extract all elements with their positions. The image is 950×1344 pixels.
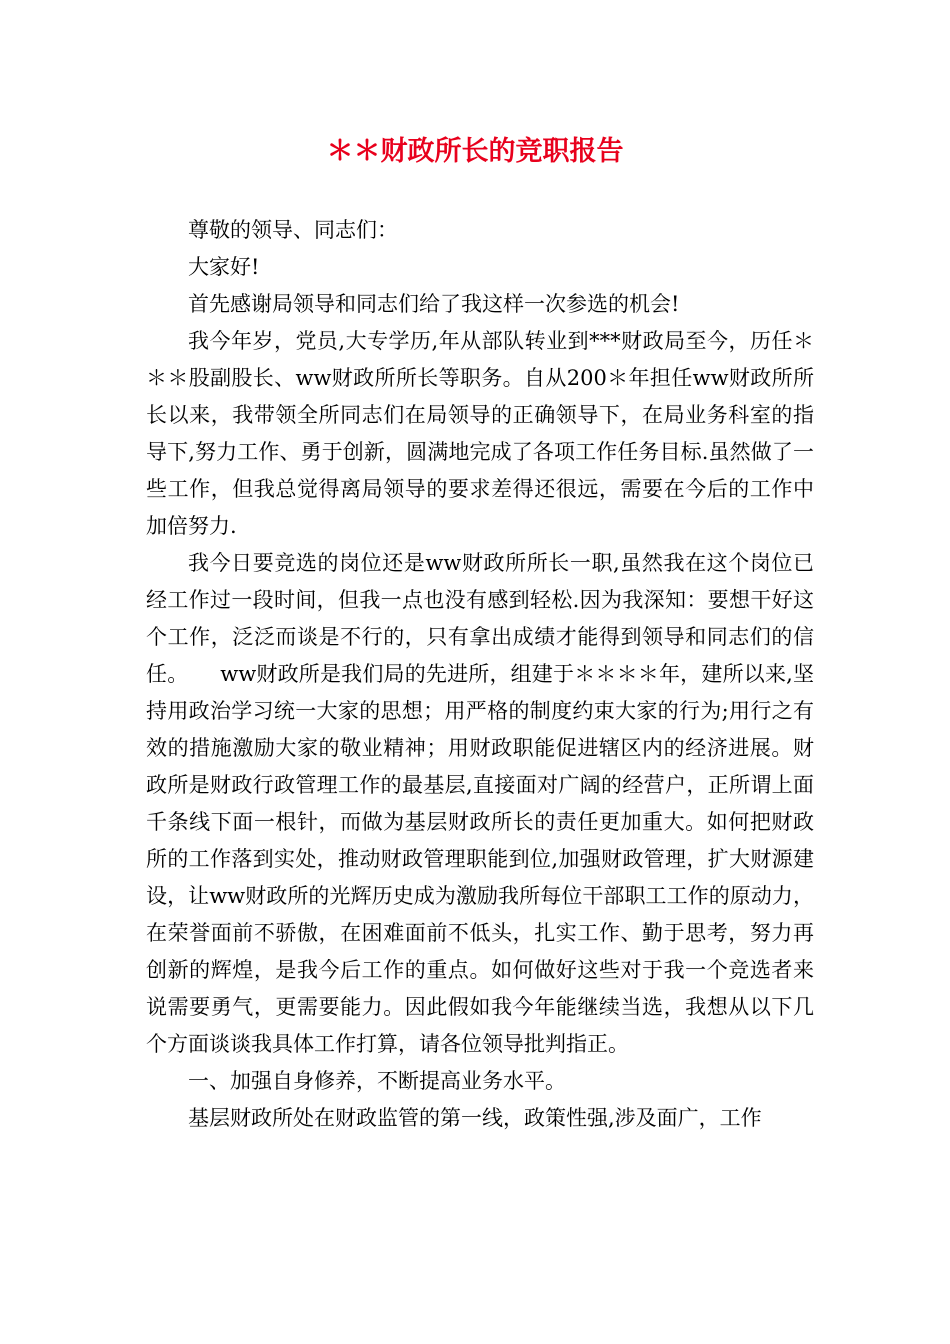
document-title: ＊＊财政所长的竞职报告 [326, 136, 624, 167]
paragraph-background: 我今年岁，党员,大专学历,年从部队转业到***财政局至今，历任＊＊＊股副股长、ww财政所所长等职务。自从200＊年担任ww财政所所长以来，我带领全所同志们在局领导的正确领导下，在局业务科室的指导下,努力工作、勇于创新，圆满地完成了各项工作任务目标.虽然做了一些工作，但我总觉得离局领导的要求差得还很远，需要在今后的工作中加倍努力. [146, 329, 814, 538]
paragraph-section-heading: 一、加强自身修养，不断提高业务水平。 [188, 1069, 566, 1093]
paragraph-section-body: 基层财政所处在财政监管的第一线，政策性强,涉及面广，工作 [188, 1106, 762, 1130]
paragraph-thanks: 首先感谢局领导和同志们给了我这样一次参选的机会! [188, 292, 680, 316]
paragraph-salutation: 尊敬的领导、同志们： [188, 218, 398, 242]
paragraph-greeting: 大家好! [188, 255, 260, 279]
document-body [146, 212, 814, 1137]
paragraph-candidacy: 我今日要竞选的岗位还是ww财政所所长一职,虽然我在这个岗位已经工作过一段时间，但我一点也没有感到轻松.因为我深知：要想干好这个工作，泛泛而谈是不行的，只有拿出成绩才能得到领导和同志们的信任。 ww财政所是我们局的先进所，组建于＊＊＊＊年，建所以来,坚持用政治学习统一大家的思想；用严格的制度约束大家的行为;用行之有效的措施激励大家的敬业精神；用财政职能促进辖区内的经济进展。财政所是财政行政管理工作的最基层,直接面对广阔的经营户，正所谓上面千条线下面一根针，而做为基层财政所长的责任更加重大。如何把财政所的工作落到实处，推动财政管理职能到位,加强财政管理，扩大财源建设，让ww财政所的光辉历史成为激励我所每位干部职工工作的原动力，在荣誉面前不骄傲，在困难面前不低头，扎实工作、勤于思考，努力再创新的辉煌，是我今后工作的重点。如何做好这些对于我一个竞选者来说需要勇气，更需要能力。因此假如我今年能继续当选，我想从以下几个方面谈谈我具体工作打算，请各位领导批判指正。 [146, 551, 814, 1056]
